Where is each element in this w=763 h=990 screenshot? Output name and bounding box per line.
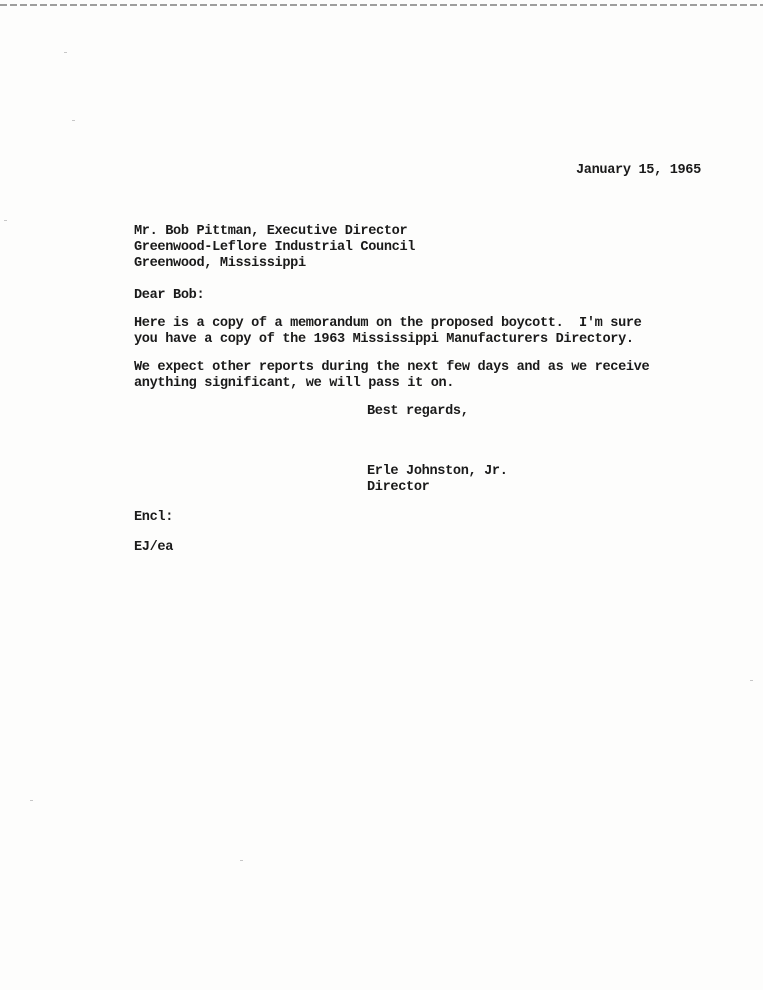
recipient-line-2: Greenwood-Leflore Industrial Council [134,240,416,255]
recipient-line-1: Mr. Bob Pittman, Executive Director [134,224,408,239]
paragraph-1-line-2: you have a copy of the 1963 Mississippi Manufacturers Directory. [134,332,634,347]
scan-speck [240,860,243,861]
salutation: Dear Bob: [134,288,205,303]
scan-speck [64,52,67,53]
scan-speck [750,680,753,681]
scan-speck [72,120,75,121]
recipient-line-3: Greenwood, Mississippi [134,256,306,271]
closing: Best regards, [367,404,469,419]
paragraph-1-line-1: Here is a copy of a memorandum on the proposed boycott. I'm sure [134,316,642,331]
scan-speck [4,220,7,221]
paragraph-2-line-2: anything significant, we will pass it on. [134,376,455,391]
scan-speck [30,800,33,801]
letter-date: January 15, 1965 [576,163,701,178]
scan-edge-line [0,4,763,6]
enclosure-note: Encl: [134,510,174,525]
reference-initials: EJ/ea [134,540,174,555]
signature-title: Director [367,480,430,495]
signature-name: Erle Johnston, Jr. [367,464,508,479]
paragraph-2-line-1: We expect other reports during the next few days and as we receive [134,360,650,375]
